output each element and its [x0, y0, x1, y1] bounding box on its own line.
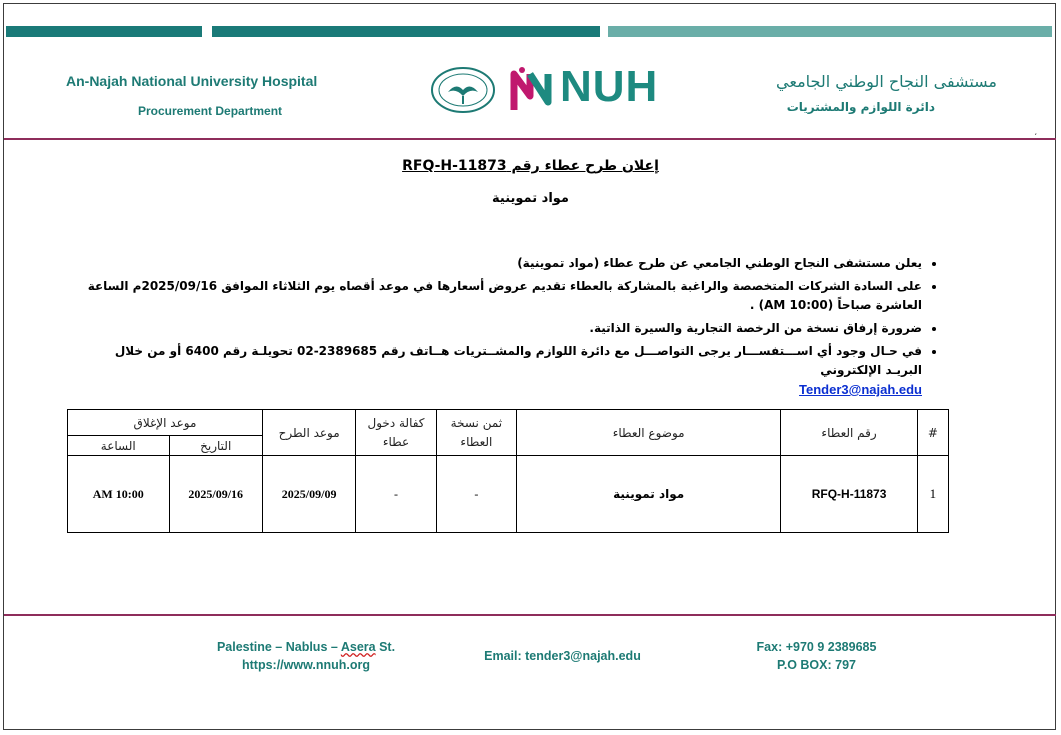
website-link[interactable]: https://www.nnuh.org [242, 658, 370, 672]
announcement-title [0, 158, 1061, 174]
announcement-subtitle: مواد تموينية [492, 191, 569, 206]
bullet-contact [82, 342, 922, 400]
cell-closing-time: AM 10:00 [68, 456, 170, 533]
top-bar-right [608, 26, 1052, 37]
header-tender-no: رقم العطاء [781, 410, 918, 456]
hospital-name-arabic: مستشفى النجاح الوطني الجامعي [776, 72, 997, 91]
bullet-deadline: • على السادة الشركات المتخصصة والراغبة بالمشاركة بالعطاء تقديم عروض أسعارها في موعد أقصاه يوم الثلاثاء الموافق 2025/09/16م الساعة العاشرة صباحاً (10:00 AM) . [82, 277, 922, 315]
header-closing-time: الساعة [68, 436, 170, 456]
department-name-arabic: دائرة اللوازم والمشتريات [786, 100, 935, 114]
po-box: P.O BOX: 797 [777, 658, 856, 672]
cell-release-date: 2025/09/09 [262, 456, 355, 533]
cell-closing-date: 2025/09/16 [169, 456, 262, 533]
header-copy-price: ثمن نسخة العطاء [436, 410, 516, 456]
footer-email[interactable]: Email: tender3@najah.edu [484, 649, 641, 663]
announcement-title-text: إعلان طرح عطاء رقم RFQ-H-11873 [402, 158, 659, 174]
nnuh-logo-text: NUH [560, 62, 659, 111]
announcement-bullets [82, 254, 944, 400]
header-closing: موعد الإغلاق [68, 410, 263, 436]
contact-email-link[interactable]: Tender3@najah.edu [799, 382, 922, 397]
contact-text: في حـال وجود أي اســـتفســـار يرجى التواصـــل مع دائرة اللوازم والمشــتريات هــاتف رقم 2389685-02 تحويلـة رقم 6400 أو من خلال البريـد الإلكتروني [114, 344, 922, 377]
footer-fax-box [744, 638, 889, 674]
address-street: Asera [340, 640, 376, 654]
bullet-documents: • ضرورة إرفاق نسخة من الرخصة التجارية والسيرة الذاتية. [82, 319, 922, 338]
nnuh-logo-icon [510, 66, 562, 112]
footer-rule [4, 614, 1056, 616]
top-bar-left [6, 26, 202, 37]
cell-guarantee: - [356, 456, 436, 533]
header-guarantee: كفالة دخول عطاء [356, 410, 436, 456]
top-bar-middle [212, 26, 600, 37]
department-name-english: Procurement Department [138, 104, 283, 118]
header-closing-date: التاريخ [169, 436, 262, 456]
cell-num: 1 [917, 456, 948, 533]
bullet-announcement: • يعلن مستشفى النجاح الوطني الجامعي عن طرح عطاء (مواد تموينية) [82, 254, 922, 273]
header-subject: موضوع العطاء [517, 410, 781, 456]
footer-address [206, 638, 406, 674]
university-seal-icon [430, 66, 496, 114]
hospital-name-english: An-Najah National University Hospital [66, 73, 318, 89]
table-row [68, 456, 949, 533]
header-release-date: موعد الطرح [262, 410, 355, 456]
cell-tender-no: RFQ-H-11873 [781, 456, 918, 533]
corner-mark: ، [1034, 128, 1037, 137]
header-rule [4, 138, 1056, 140]
cell-copy-price: - [436, 456, 516, 533]
fax-number: Fax: +970 9 2389685 [756, 640, 877, 654]
header-num: # [917, 410, 948, 456]
tender-table [67, 409, 949, 533]
address-line: Palestine – Nablus – Asera St. [216, 640, 396, 654]
cell-subject: مواد تموينية [517, 456, 781, 533]
